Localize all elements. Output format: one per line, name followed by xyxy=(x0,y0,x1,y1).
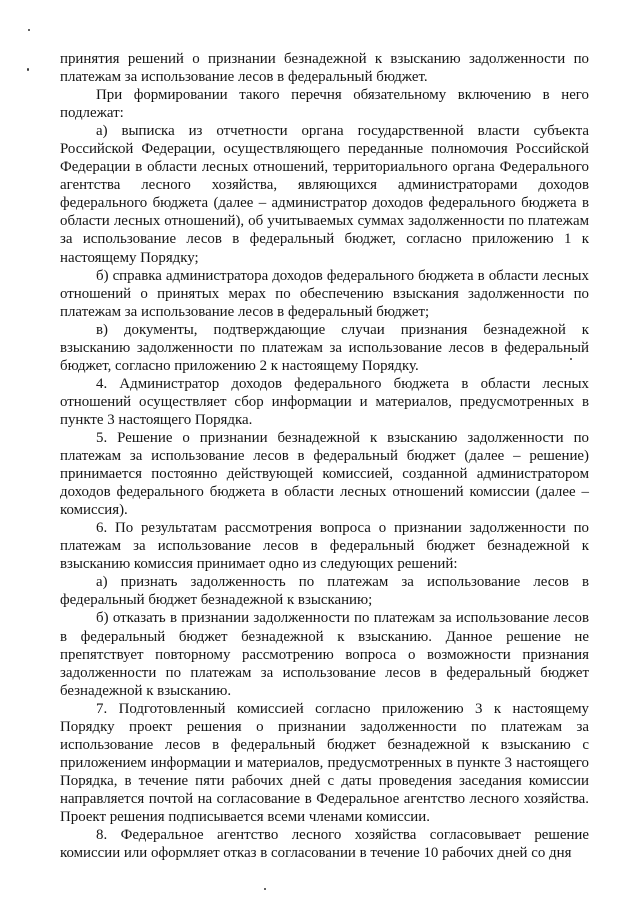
paragraph-list-intro: При формировании такого перечня обязательному включению в него подлежат: xyxy=(60,87,589,122)
paragraph-clause-5: 5. Решение о признании безнадежной к взысканию задолженности по платежам за использование лесов в федеральный бюджет (далее – решение) принимается постоянно действующей комиссией, созданной администратором доходов федерального бюджета в области лесных отношений комиссии (далее – комиссия). xyxy=(60,429,589,519)
paragraph-clause-6-a: а) признать задолженность по платежам за использование лесов в федеральный бюджет безнадежной к взысканию; xyxy=(60,574,589,609)
paragraph-item-a: а) выписка из отчетности органа государственной власти субъекта Российской Федерации, осуществляющего переданные полномочия Российской Федерации в области лесных отношений, территориального органа Федерального агентства лесного хозяйства, являющихся администраторами доходов федерального бюджета (далее – администратор доходов федерального бюджета в области лесных отношений), об учитываемых суммах задолженности по платежам за использование лесов в федеральный бюджет, согласно приложению 1 к настоящему Порядку; xyxy=(60,123,589,266)
paragraph-clause-4: 4. Администратор доходов федерального бюджета в области лесных отношений осуществляет сбор информации и материалов, предусмотренных в пункте 3 настоящего Порядка. xyxy=(60,375,589,428)
paragraph-clause-8: 8. Федеральное агентство лесного хозяйства согласовывает решение комиссии или оформляет отказ в согласовании в течение 10 рабочих дней со дня xyxy=(60,827,589,862)
paragraph-clause-6-b: б) отказать в признании задолженности по платежам за использование лесов в федеральный бюджет безнадежной к взысканию. Данное решение не препятствует повторному рассмотрению вопроса о возможности признания задолженности по платежам за использование лесов в федеральный бюджет безнадежной к взысканию. xyxy=(60,610,589,699)
paragraph-item-b: б) справка администратора доходов федерального бюджета в области лесных отношений о принятых мерах по обеспечению взыскания задолженности по платежам за использование лесов в федеральный бюджет; xyxy=(60,267,589,320)
paragraph-clause-7: 7. Подготовленный комиссией согласно приложению 3 к настоящему Порядку проект решения о признании задолженности по платежам за использование лесов в федеральный бюджет безнадежной к взысканию с приложением информации и материалов, предусмотренных в пункте 3 настоящего Порядка, в течение пяти рабочих дней с даты проведения заседания комиссии направляется почтой на согласование в Федеральное агентство лесного хозяйства. Проект решения подписывается всеми членами комиссии. xyxy=(60,700,589,825)
document-body xyxy=(60,50,589,862)
scan-speck xyxy=(264,888,266,890)
paragraph-continuation: принятия решений о признании безнадежной к взысканию задолженности по платежам за использование лесов в федеральный бюджет. xyxy=(60,51,589,86)
paragraph-clause-6: 6. По результатам рассмотрения вопроса о признании задолженности по платежам за использование лесов в федеральный бюджет безнадежной к взысканию комиссия принимает одно из следующих решений: xyxy=(60,520,589,573)
paragraph-item-v: в) документы, подтверждающие случаи признания безнадежной к взысканию задолженности по платежам за использование лесов в федеральный бюджет, согласно приложению 2 к настоящему Порядку. xyxy=(60,321,589,374)
scan-speck xyxy=(27,68,29,71)
scan-speck xyxy=(28,29,30,31)
